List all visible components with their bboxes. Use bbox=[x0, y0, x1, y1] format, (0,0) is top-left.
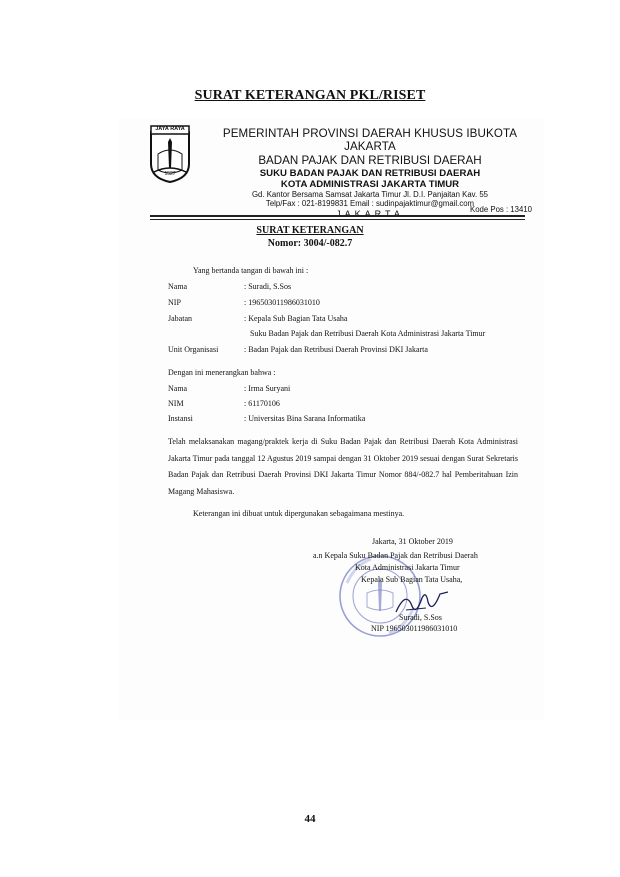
student-institution-label: Instansi bbox=[168, 414, 193, 423]
kode-pos: Kode Pos : 13410 bbox=[470, 205, 532, 214]
letterhead-line4: KOTA ADMINISTRASI JAKARTA TIMUR bbox=[280, 179, 460, 191]
letterhead-city: JAKARTA bbox=[336, 208, 404, 219]
document-heading bbox=[0, 225, 620, 250]
page-title: SURAT KETERANGAN PKL/RISET bbox=[194, 88, 426, 103]
letterhead-address: Gd. Kantor Bersama Samsat Jakarta Timur Jl. D.I. Panjaitan Kav. 55 bbox=[251, 190, 489, 200]
letterhead-line3: SUKU BADAN PAJAK DAN RETRIBUSI DAERAH bbox=[259, 167, 481, 179]
signature-line2: Kota Administrasi Jakarta Timur bbox=[355, 563, 460, 572]
document-title: SURAT KETERANGAN bbox=[256, 225, 364, 236]
letterhead-divider bbox=[150, 215, 525, 217]
jakarta-emblem-icon bbox=[148, 124, 192, 184]
student-nim-value: : 61170106 bbox=[244, 399, 280, 408]
signer-name-value: : Suradi, S.Sos bbox=[244, 282, 292, 291]
student-name-value: : Irma Suryani bbox=[244, 384, 291, 393]
student-institution-value: : Universitas Bina Sarana Informatika bbox=[244, 414, 366, 423]
emblem-text: JAYA RAYA bbox=[155, 126, 185, 132]
signer-position-label: Jabatan bbox=[168, 314, 192, 323]
signer-name: Suradi, S.Sos bbox=[399, 613, 442, 622]
intro-text: Yang bertanda tangan di bawah ini : bbox=[193, 266, 309, 275]
signature-place-date: Jakarta, 31 Oktober 2019 bbox=[372, 537, 453, 546]
page-number: 44 bbox=[304, 813, 316, 825]
letterhead-divider-thin bbox=[150, 219, 525, 220]
signer-nip-label: NIP bbox=[168, 298, 181, 307]
signature-line1: a.n Kepala Suku Badan Pajak dan Retribusi Daerah bbox=[313, 551, 478, 560]
closing-text: Keterangan ini dibuat untuk dipergunakan sebagaimana mestinya. bbox=[193, 509, 405, 518]
signer-position-value-2: Suku Badan Pajak dan Retribusi Daerah Kota Administrasi Jakarta Timur bbox=[250, 329, 486, 338]
student-name-label: Nama bbox=[168, 384, 188, 393]
signer-position-value: : Kepala Sub Bagian Tata Usaha bbox=[244, 314, 348, 323]
signer-nip-value: : 196503011986031010 bbox=[244, 298, 320, 307]
signer-unit-label: Unit Organisasi bbox=[168, 345, 219, 354]
signer-name-label: Nama bbox=[168, 282, 188, 291]
explain-intro: Dengan ini menerangkan bahwa : bbox=[168, 368, 276, 377]
signer-nip: NIP 196503011986031010 bbox=[371, 624, 458, 633]
student-nim-label: NIM bbox=[168, 399, 184, 408]
letterhead-contact: Telp/Fax : 021-8199831 Email : sudinpajaktimur@gmail.com bbox=[265, 199, 475, 208]
body-paragraph: Telah melaksanakan magang/praktek kerja di Suku Badan Pajak dan Retribusi Daerah Kota Administrasi Jakarta Timur pada tanggal 12 Agustus 2019 sampai dengan 31 Oktober 2019 sesuai dengan Surat Sekretaris Badan Pajak dan Retribusi Daerah Provinsi DKI Jakarta Timur Nomor 884/-082.7 hal Pemberitahuan Izin Magang Mahasiswa. bbox=[168, 437, 518, 496]
svg-text:1527: 1527 bbox=[164, 171, 176, 177]
letterhead-line1: PEMERINTAH PROVINSI DAERAH KHUSUS IBUKOTA JAKARTA bbox=[222, 127, 518, 154]
letterhead-line2: BADAN PAJAK DAN RETRIBUSI DAERAH bbox=[258, 153, 482, 167]
signer-unit-value: : Badan Pajak dan Retribusi Daerah Provinsi DKI Jakarta bbox=[244, 345, 428, 354]
signature-line3: Kepala Sub Bagian Tata Usaha, bbox=[361, 575, 463, 584]
document-number: Nomor: 3004/-082.7 bbox=[267, 237, 353, 249]
